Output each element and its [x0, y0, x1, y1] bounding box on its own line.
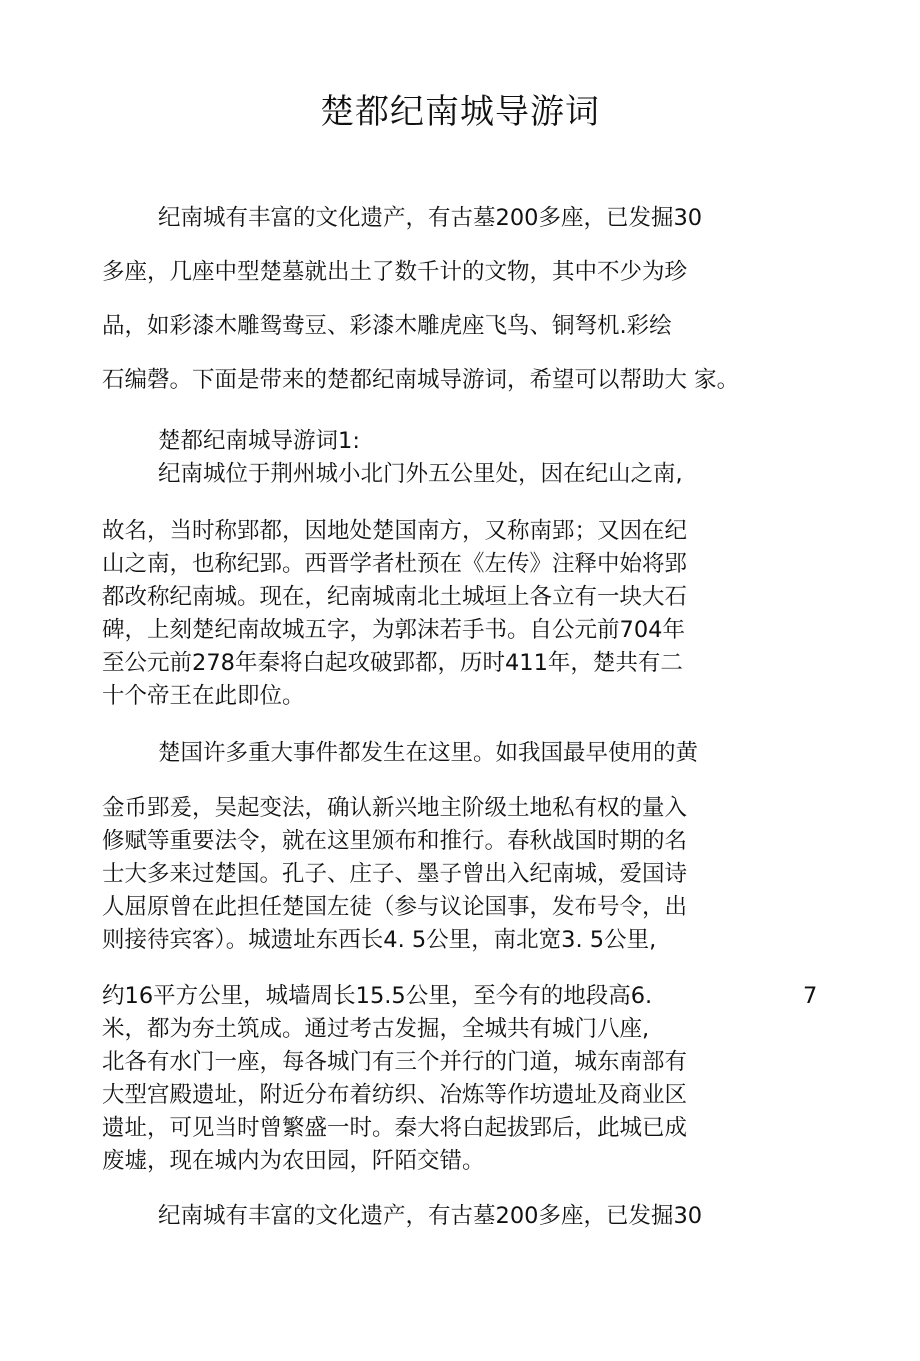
paragraph-line: 山之南，也称纪郢。西晋学者杜预在《左传》注释中始将郢 [102, 551, 688, 577]
section-heading: 楚都纪南城导游词1: [158, 428, 360, 454]
paragraph-line: 修赋等重要法令，就在这里颁布和推行。春秋战国时期的名 [102, 828, 688, 854]
paragraph-line: 金币郢爰，吴起变法，确认新兴地主阶级土地私有权的量入 [102, 795, 688, 821]
paragraph-line: 废墟，现在城内为农田园，阡陌交错。 [102, 1148, 485, 1174]
intro-line: 纪南城有丰富的文化遗产，有古墓200多座，已发掘30 [158, 205, 703, 231]
intro-line: 石编磬。下面是带来的楚都纪南城导游词，希望可以帮助大 家。 [102, 367, 740, 393]
stray-digit: 7 [803, 983, 818, 1009]
page-title: 楚都纪南城导游词 [320, 92, 600, 132]
paragraph-line: 大型宫殿遗址，附近分布着纺织、冶炼等作坊遗址及商业区 [102, 1082, 688, 1108]
paragraph-line: 碑，上刻楚纪南故城五字，为郭沫若手书。自公元前704年 [102, 617, 685, 643]
intro-line: 品，如彩漆木雕鸳鸯豆、彩漆木雕虎座飞鸟、铜弩机.彩绘 [102, 313, 672, 339]
paragraph-line: 士大多来过楚国。孔子、庄子、墨子曾出入纪南城，爱国诗 [102, 861, 688, 887]
paragraph-line: 北各有水门一座，每各城门有三个并行的门道，城东南部有 [102, 1049, 688, 1075]
paragraph-line: 纪南城位于荆州城小北门外五公里处，因在纪山之南, [158, 461, 683, 487]
paragraph-line: 至公元前278年秦将白起攻破郢都，历时411年，楚共有二 [102, 650, 683, 676]
intro-line: 多座，几座中型楚墓就出土了数千计的文物，其中不少为珍 [102, 259, 688, 285]
paragraph-line: 米，都为夯土筑成。通过考古发掘，全城共有城门八座, [102, 1016, 650, 1042]
paragraph-line: 约16平方公里，城墙周长15.5公里，至今有的地段高6. [102, 983, 653, 1009]
paragraph-line: 故名，当时称郢都，因地处楚国南方，又称南郢；又因在纪 [102, 518, 688, 544]
paragraph-line: 都改称纪南城。现在，纪南城南北土城垣上各立有一块大石 [102, 584, 688, 610]
paragraph-line: 则接待宾客）。城遗址东西长4. 5公里，南北宽3. 5公里, [102, 927, 657, 953]
paragraph-line: 楚国许多重大事件都发生在这里。如我国最早使用的黄 [158, 740, 699, 766]
paragraph-line: 人屈原曾在此担任楚国左徒（参与议论国事，发布号令，出 [102, 894, 688, 920]
paragraph-line: 遗址，可见当时曾繁盛一时。秦大将白起拔郢后，此城已成 [102, 1115, 688, 1141]
paragraph-line: 纪南城有丰富的文化遗产，有古墓200多座，已发掘30 [158, 1203, 703, 1229]
paragraph-line: 十个帝王在此即位。 [102, 683, 305, 709]
